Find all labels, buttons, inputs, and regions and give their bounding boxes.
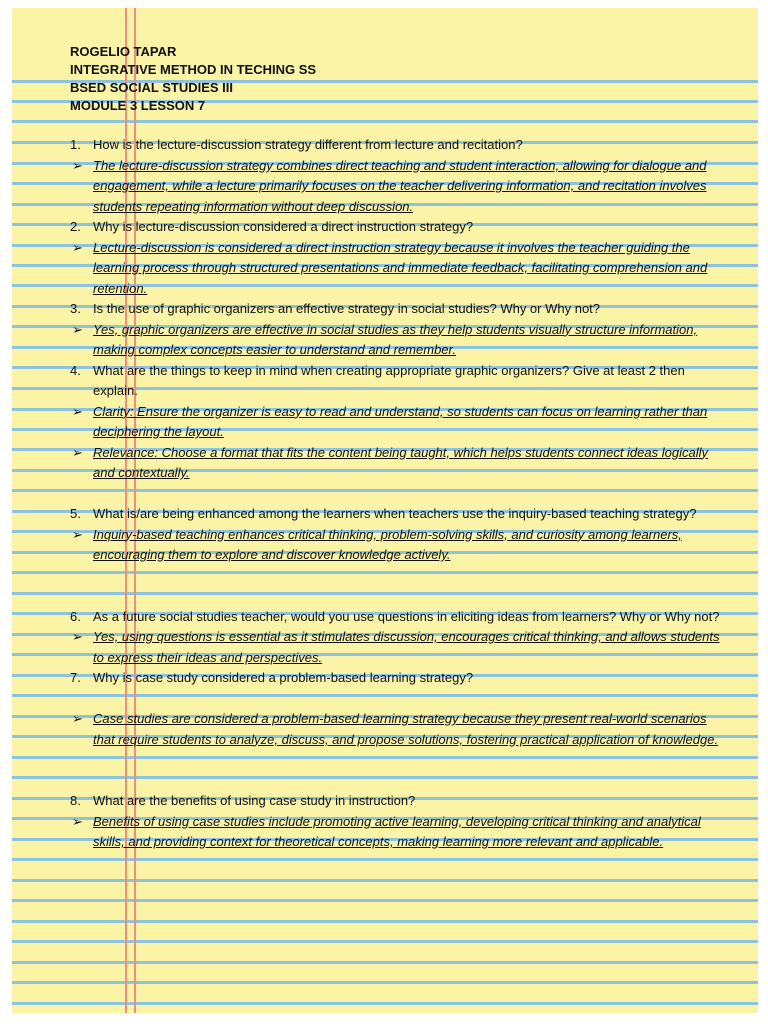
- arrow-bullet-icon: ➢: [72, 403, 83, 419]
- question-item: [70, 504, 730, 525]
- ruled-line: [12, 961, 758, 964]
- question-number: 7.: [70, 670, 81, 685]
- ruled-line: [12, 879, 758, 882]
- question-text: Why is lecture-discussion considered a direct instruction strategy?: [93, 219, 474, 234]
- course-title: INTEGRATIVE METHOD IN TECHING SS: [70, 62, 317, 77]
- question-text: What are the things to keep in mind when creating appropriate graphic organizers? Give at least 2 then explain.: [93, 362, 685, 398]
- question-item: [70, 361, 730, 402]
- answer-text: The lecture-discussion strategy combines direct teaching and student interaction, allowing for dialogue and engagement, while a lecture primarily focuses on the teacher delivering information, and recitation involves students repeating information without deep discussion.: [93, 157, 707, 214]
- ruled-line: [12, 981, 758, 984]
- answer-item: [70, 402, 730, 443]
- arrow-bullet-icon: ➢: [72, 321, 83, 337]
- answer-item: [70, 443, 730, 484]
- answer-item: [70, 156, 730, 218]
- question-item: [70, 217, 730, 238]
- question-text: Is the use of graphic organizers an effective strategy in social studies? Why or Why not?: [93, 301, 601, 316]
- answer-item: [70, 709, 730, 750]
- answer-item: [70, 238, 730, 300]
- question-number: 8.: [70, 793, 81, 808]
- answer-text: Yes, graphic organizers are effective in social studies as they help students visually structure information, making complex concepts easier to understand and remember.: [93, 321, 698, 357]
- ruled-line: [12, 858, 758, 861]
- answer-text: Benefits of using case studies include promoting active learning, developing critical thinking and analytical skills, and providing context for theoretical concepts, making learning more relevant and applicable.: [93, 813, 701, 849]
- ruled-line: [12, 940, 758, 943]
- question-item: [70, 668, 730, 689]
- arrow-bullet-icon: ➢: [72, 157, 83, 173]
- student-name: ROGELIO TAPAR: [70, 44, 177, 59]
- answer-item: [70, 525, 730, 566]
- question-number: 1.: [70, 137, 81, 152]
- answer-text: Yes, using questions is essential as it stimulates discussion, encourages critical thinking, and allows students to express their ideas and perspectives.: [93, 629, 720, 665]
- question-item: [70, 135, 730, 156]
- answer-text: Inquiry-based teaching enhances critical thinking, problem-solving skills, and curiosity among learners, encouraging them to explore and discover knowledge actively.: [93, 526, 682, 562]
- question-text: How is the lecture-discussion strategy different from lecture and recitation?: [93, 137, 523, 152]
- document-content: [70, 43, 730, 853]
- question-item: [70, 607, 730, 628]
- arrow-bullet-icon: ➢: [72, 444, 83, 460]
- answer-text: Case studies are considered a problem-based learning strategy because they present real-world scenarios that require students to analyze, discuss, and propose solutions, fostering practical application of knowledge.: [93, 711, 719, 747]
- question-text: As a future social studies teacher, would you use questions in eliciting ideas from learners? Why or Why not?: [93, 608, 720, 624]
- notebook-paper: [12, 8, 758, 1013]
- question-text: What is/are being enhanced among the learners when teachers use the inquiry-based teaching strategy?: [93, 506, 697, 521]
- answer-text: Relevance: Choose a format that fits the content being taught, which helps students connect ideas logically and contextually.: [93, 444, 708, 480]
- question-number: 2.: [70, 219, 81, 234]
- answer-text: Lecture-discussion is considered a direct instruction strategy because it involves the teacher guiding the learning process through structured presentations and immediate feedback, facilitating comprehension and retention.: [93, 239, 708, 296]
- program-year: BSED SOCIAL STUDIES III: [70, 80, 234, 95]
- question-number: 6.: [70, 608, 81, 624]
- arrow-bullet-icon: ➢: [72, 629, 83, 644]
- question-number: 4.: [70, 362, 81, 378]
- answer-item: [70, 320, 730, 361]
- ruled-line: [12, 1002, 758, 1005]
- arrow-bullet-icon: ➢: [72, 813, 83, 829]
- ruled-line: [12, 920, 758, 923]
- answer-text: Clarity: Ensure the organizer is easy to read and understand, so students can focus on learning rather than deciphering the layout.: [93, 403, 708, 439]
- question-number: 5.: [70, 506, 81, 521]
- question-text: Why is case study considered a problem-based learning strategy?: [93, 670, 474, 685]
- question-number: 3.: [70, 301, 81, 316]
- answer-item: [70, 627, 730, 668]
- question-item: [70, 791, 730, 812]
- ruled-line: [12, 899, 758, 902]
- arrow-bullet-icon: ➢: [72, 526, 83, 542]
- module-lesson: MODULE 3 LESSON 7: [70, 98, 206, 113]
- arrow-bullet-icon: ➢: [72, 239, 83, 255]
- question-item: [70, 299, 730, 320]
- arrow-bullet-icon: ➢: [72, 711, 83, 726]
- answer-item: [70, 812, 730, 853]
- header-block: [70, 43, 730, 115]
- question-text: What are the benefits of using case study in instruction?: [93, 793, 416, 808]
